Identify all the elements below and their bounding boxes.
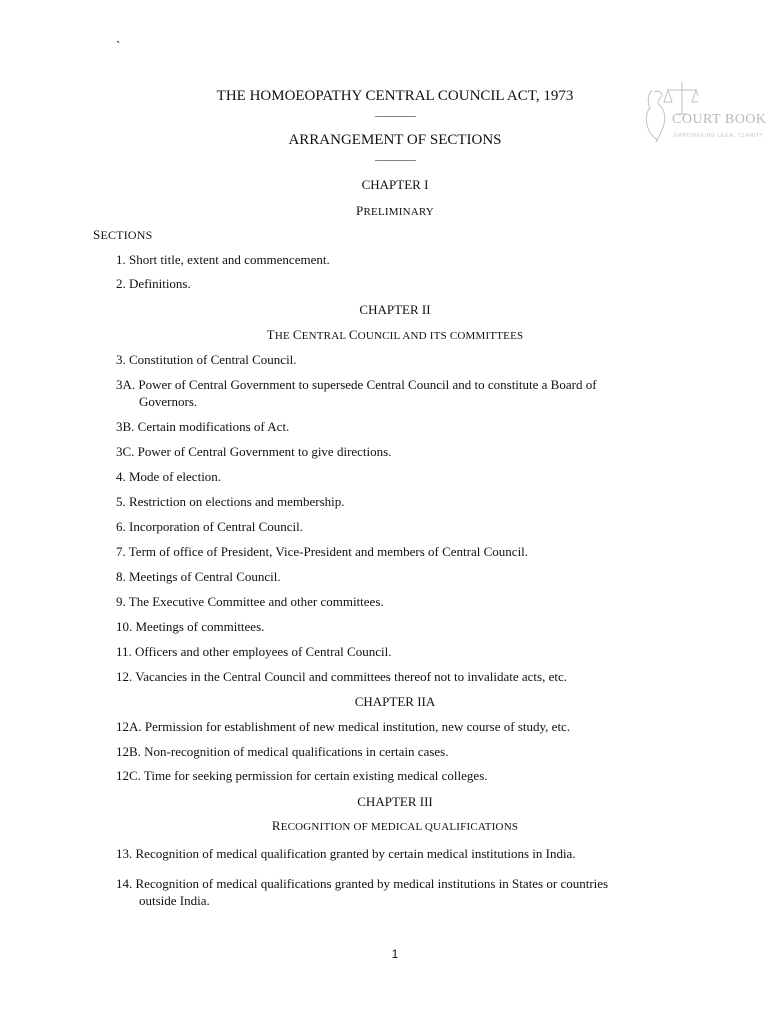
section-item: 12C. Time for seeking permission for certain existing medical colleges. (116, 768, 488, 783)
sections-label: SECTIONS (93, 227, 153, 242)
arrangement-rule: ———— (375, 154, 415, 166)
section-item: 6. Incorporation of Central Council. (116, 519, 304, 534)
section-item: 13. Recognition of medical qualification granted by certain medical institutions in India. (116, 846, 576, 861)
page-number: 1 (391, 947, 399, 961)
section-item: 8. Meetings of Central Council. (116, 569, 281, 584)
section-item: 14. Recognition of medical qualifications granted by medical institutions in States or countries (116, 876, 609, 891)
section-item: 3C. Power of Central Government to give directions. (116, 444, 392, 459)
section-item-continuation: Governors. (139, 394, 198, 409)
section-item: 4. Mode of election. (116, 469, 222, 484)
arrangement-heading: ARRANGEMENT OF SECTIONS (288, 132, 502, 148)
section-item: 11. Officers and other employees of Central Council. (116, 644, 392, 659)
section-item: 12. Vacancies in the Central Council and committees thereof not to invalidate acts, etc. (116, 669, 568, 684)
chapter-3-title: CHAPTER III (357, 794, 433, 809)
stray-mark: ` (116, 38, 121, 53)
chapter-1-heading: PRELIMINARY (356, 203, 434, 218)
section-item: 3B. Certain modifications of Act. (116, 419, 290, 434)
section-item: 1. Short title, extent and commencement. (116, 252, 330, 267)
chapter-2a-title: CHAPTER IIA (354, 694, 436, 709)
logo-name: COURT BOOK (672, 112, 767, 127)
section-item: 5. Restriction on elections and membership. (116, 494, 345, 509)
section-item: 9. The Executive Committee and other committees. (116, 594, 384, 609)
section-item: 3A. Power of Central Government to supersede Central Council and to constitute a Board of (116, 377, 597, 392)
logo-tagline: EMPOWERING LEGAL CLARITY (674, 133, 764, 139)
act-title: THE HOMOEOPATHY CENTRAL COUNCIL ACT, 1973 (216, 88, 574, 104)
section-item: 3. Constitution of Central Council. (116, 352, 297, 367)
chapter-2-heading: THE CENTRAL COUNCIL AND ITS COMMITTEES (266, 327, 524, 342)
section-item: 12A. Permission for establishment of new medical institution, new course of study, etc. (116, 719, 571, 734)
section-item: 10. Meetings of committees. (116, 619, 265, 634)
chapter-2-title: CHAPTER II (359, 302, 431, 317)
section-item: 7. Term of office of President, Vice-President and members of Central Council. (116, 544, 529, 559)
chapter-1-title: CHAPTER I (361, 177, 429, 192)
section-item-continuation: outside India. (139, 893, 210, 908)
section-item: 2. Definitions. (116, 276, 191, 291)
chapter-3-heading: RECOGNITION OF MEDICAL QUALIFICATIONS (271, 818, 519, 833)
section-item: 12B. Non-recognition of medical qualifications in certain cases. (116, 744, 449, 759)
title-rule: ———— (375, 110, 415, 122)
